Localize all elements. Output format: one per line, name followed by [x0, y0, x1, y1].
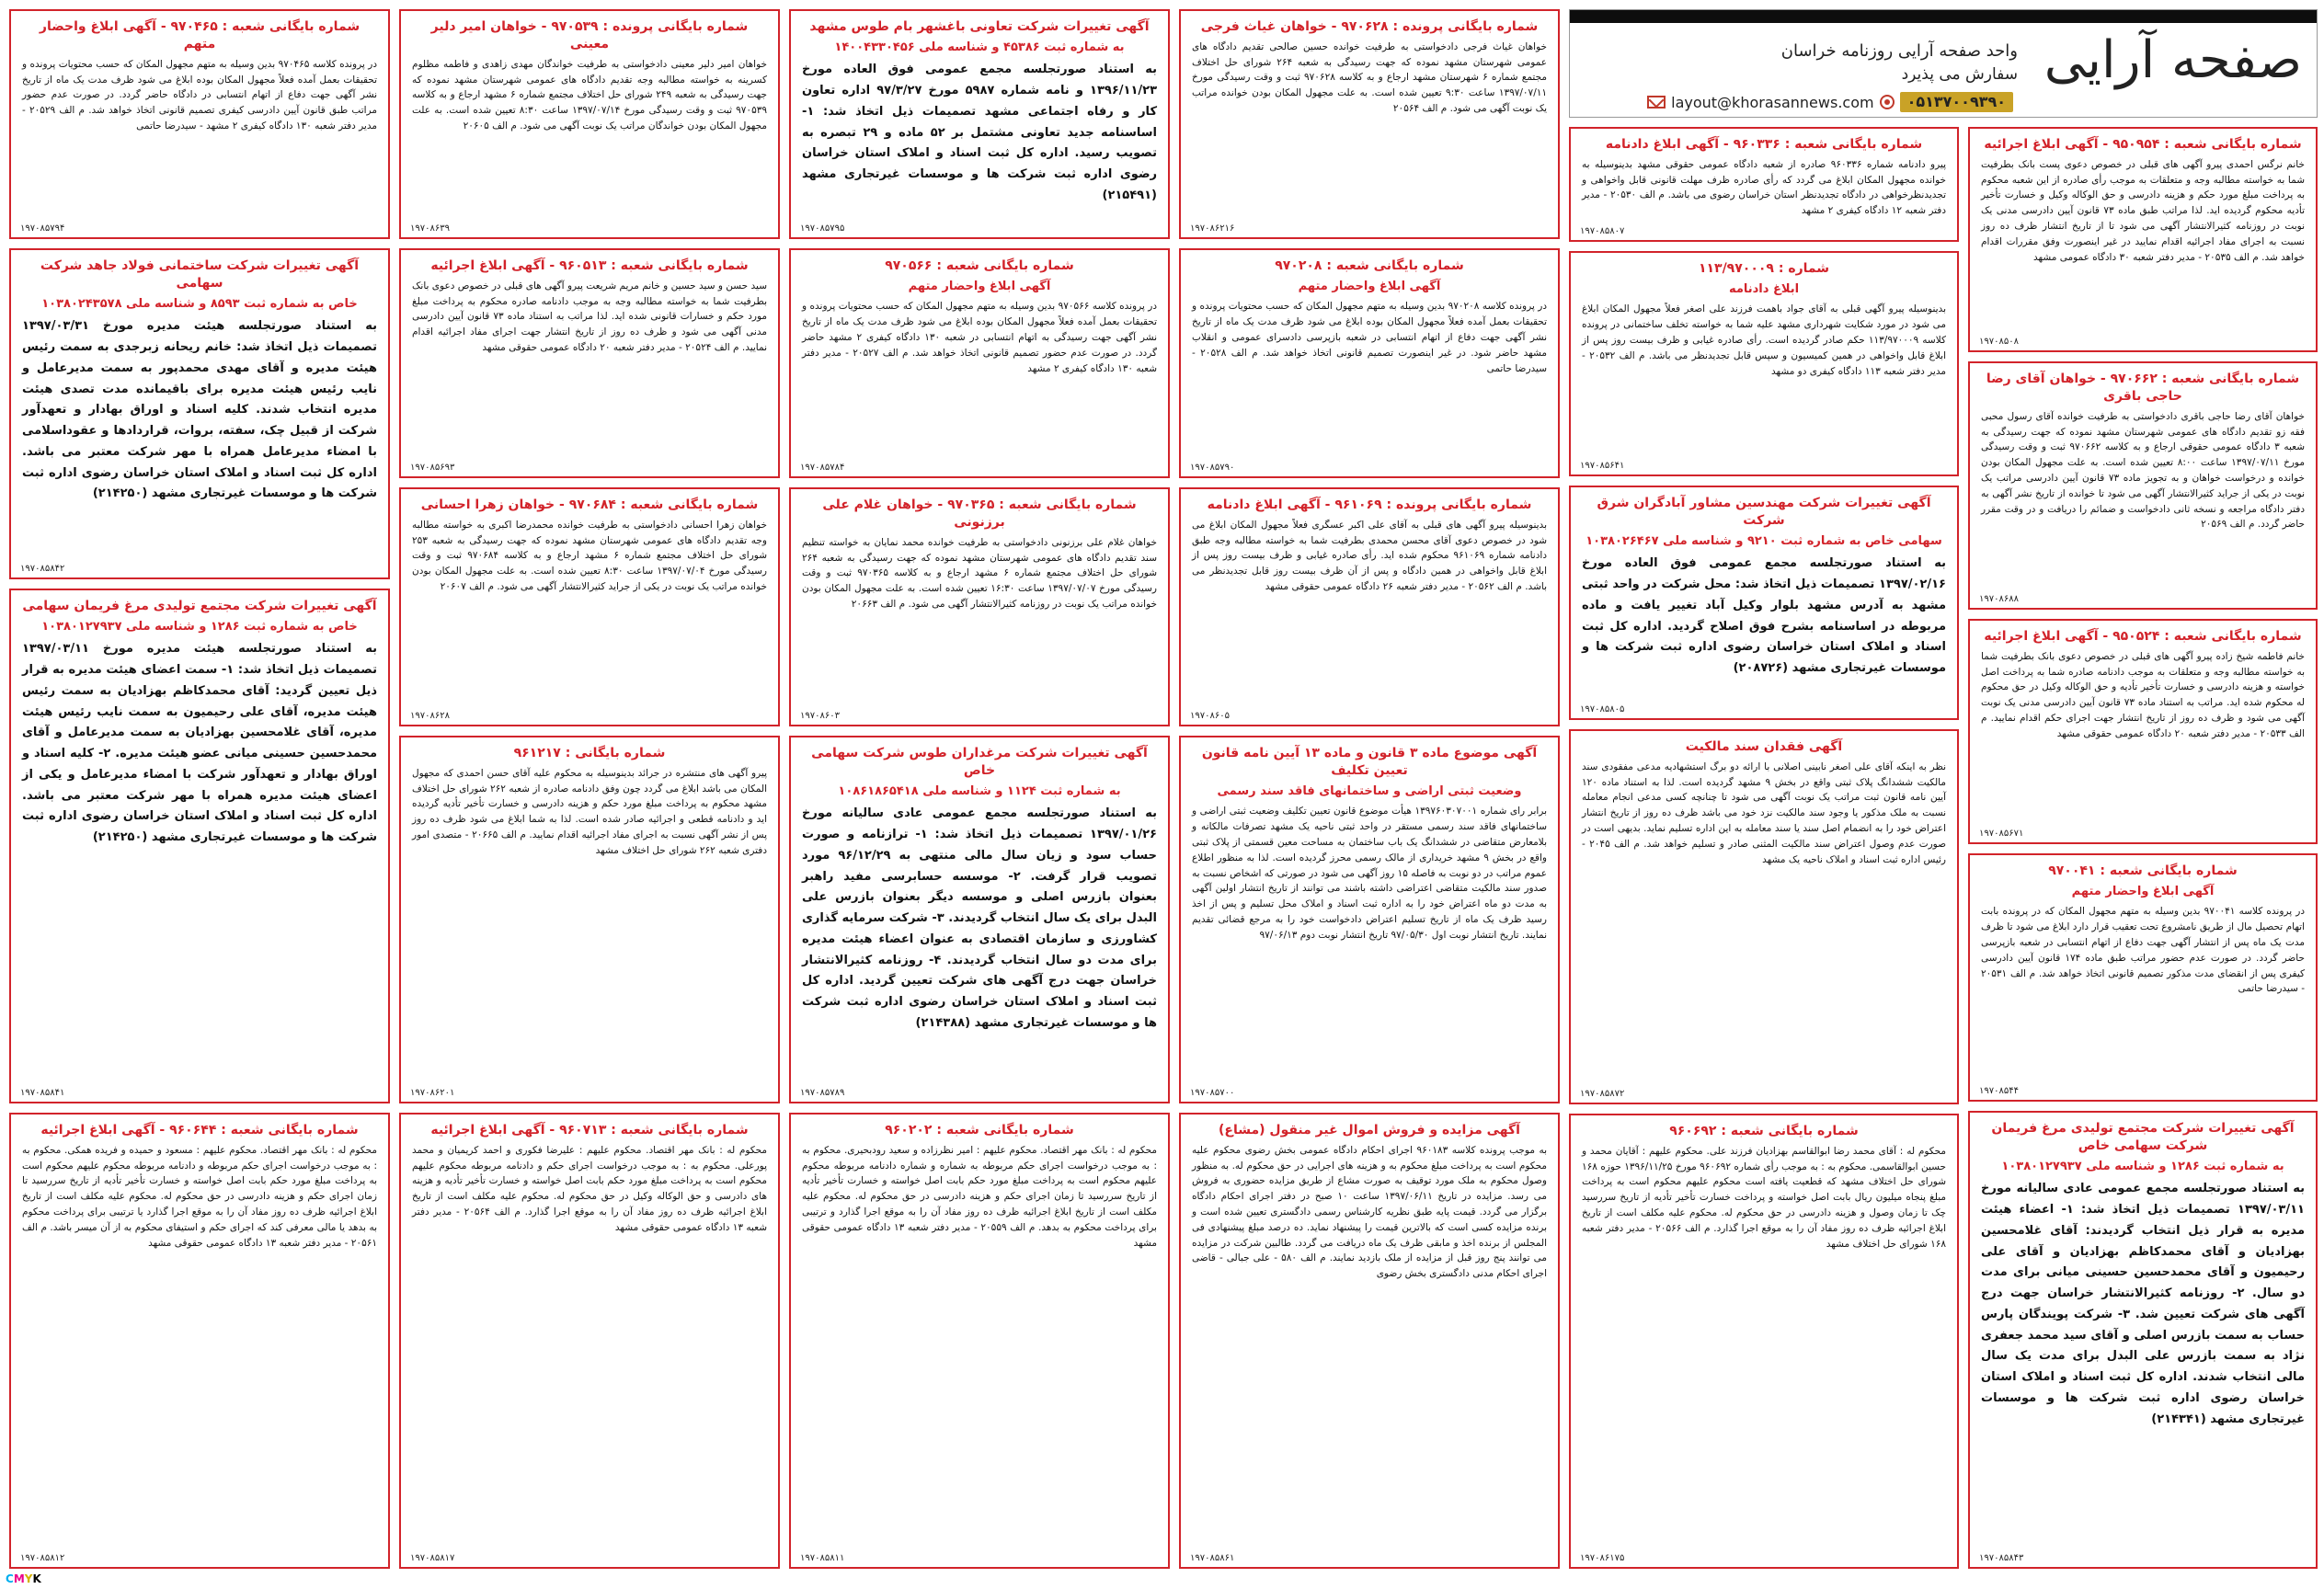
ad-heading: شماره بایگانی شعبه : ۹۷۰۲۰۸ [1275, 258, 1464, 273]
ad-code: ۱۹۷۰۸۵۸۴۲ [20, 564, 65, 574]
legal-notice-ad [9, 9, 390, 239]
ad-code: ۱۹۷۰۸۵۸۴۱ [20, 1088, 65, 1098]
ad-heading: شماره بایگانی پرونده : ۹۷۰۶۲۸ - خواهان غیاث فرجی [1200, 19, 1539, 34]
ad-body-text: محکوم له : بانک مهر اقتصاد. محکوم علیهم : مسعود و حمیده و فریده همکی. محکوم به : به موجب درخواست اجرای حکم مربوطه و دادنامه مربوطه محکوم علیهم محکوم است به پرداخت مبلغ مورد حکم بابت اصل خواسته و خسارت تأخیر تأدیه از تاریخ سررسید تا زمان اجرای حکم و هزینه دادرسی در حق محکوم له. محکوم علیه مکلف است از تاریخ ابلاغ اجرائیه ظرف ده روز مفاد آن را به موقع اجرا گذارد یا ترتیبی برای پرداخت محکوم به بدهد یا مالی معرفی کند که اجرای حکم و استیفای محکوم به از آن میسر باشد. م الف ۲۰۵۶۱ - مدیر دفتر شعبه ۱۳ دادگاه عمومی حقوقی مشهد [22, 1144, 377, 1249]
ad-heading: آگهی موضوع ماده ۳ قانون و ماده ۱۳ آیین نامه قانون تعیین تکلیف [1201, 746, 1538, 778]
ad-body-text: خواهان غلام علی برزنونی دادخواستی به طرفیت خوانده محمد نمایان به خواسته تنظیم سند تقدیم دادگاه های عمومی شهرستان مشهد نموده که جهت رسیدگی به شعبه ۲۶۴ شورای حل اختلاف مجتمع شماره ۶ مشهد ارجاع و به کلاسه ۹۷۰۳۶۵ ثبت و وقت رسیدگی مورخ ۱۳۹۷/۰۷/۰۷ ساعت ۱۶:۳۰ تعیین شده است. به علت مجهول المکان بودن خوانده مراتب یک نوبت در روزنامه کثیرالانتشار آگهی می شود. م الف ۲۰۶۶۳ [802, 536, 1158, 610]
ad-body-text: به استناد صورتجلسه هیئت مدیره مورخ ۱۳۹۷/۰۳/۱۱ تصمیمات ذیل اتخاذ شد: ۱- سمت اعضای هیئت مدیره به قرار ذیل تعیین گردید: آقای محمدکاظم بهزادیان به سمت رئیس هیئت مدیره، آقای علی رحیمیون به سمت نایب رئیس هیئت مدیره، آقای غلامحسین بهزادیان به سمت مدیرعامل و آقای محمدحسین حسینی میانی عضو هیئت مدیره. ۲- کلیه اسناد و اوراق بهادار و تعهدآور شرکت با امضاء مدیرعامل و یکی از اعضای هیئت مدیره همراه با مهر شرکت معتبر می باشد. اداره کل ثبت اسناد و املاک استان خراسان رضوی اداره ثبت شرکت ها و موسسات غیرتجاری مشهد (۲۱۴۲۵۰) [22, 642, 377, 845]
legal-notice-ad [399, 736, 780, 1103]
legal-notice-ad [1968, 127, 2318, 352]
ad-code: ۱۹۷۰۸۵۸۱۲ [20, 1553, 65, 1563]
ad-body-text: نظر به اینکه آقای علی اصغر نابینی اصلانی با ارائه دو برگ استشهادیه مدعی مفقودی سند مالکیت ششدانگ پلاک ثبتی واقع در بخش ۹ مشهد گردیده است. لذا به استناد ماده ۱۲۰ آیین نامه قانون ثبت مراتب یک نوبت آگهی می شود تا چنانچه کسی مدعی انجام معامله نسبت به ملک مذکور یا وجود سند مالکیت نزد خود می باشد ظرف ده روز از تاریخ انتشار اعتراض خود را به انضمام اصل سند یا سند معامله به این اداره تسلیم نماید. بدیهی است در صورت عدم وصول اعتراض سند مالکیت المثنی صادر و تسلیم خواهد شد. م الف ۲۰۴۵ - رئیس اداره ثبت اسناد و املاک ناحیه یک مشهد [1582, 760, 1947, 865]
legal-notice-ad [1569, 486, 1959, 720]
ad-subheading: سهامی خاص به شماره ثبت ۹۲۱۰ و شناسه ملی ۱۰۳۸۰۲۶۴۶۷ [1586, 533, 1942, 548]
ad-code: ۱۹۷۰۸۵۸۱۱ [800, 1553, 845, 1563]
ad-subheading: آگهی ابلاغ واحضار متهم [908, 279, 1051, 293]
legal-notice-ad [399, 1113, 780, 1569]
legal-notice-ad [789, 248, 1170, 478]
cmyk-registration-mark: CMYK [6, 1572, 41, 1585]
ad-body-text: پیرو آگهی های منتشره در جرائد بدینوسیله به محکوم علیه آقای حسن احمدی که مجهول المکان می باشد ابلاغ می گردد چون وفق دادنامه صادره از شعبه ۲۶۲ شورای حل اختلاف مشهد محکوم به پرداخت مبلغ مورد حکم و هزینه دادرسی و خسارت تأخیر تأدیه گردیده اید و دادنامه قطعی و اجرائیه صادر شده است. لذا به شما ابلاغ می شود ظرف ده روز پس از نشر آگهی نسبت به اجرای مفاد اجرائیه اقدام نمایید. م الف ۲۰۶۶۵ - متصدی امور دفتری شعبه ۲۶۲ شورای حل اختلاف مشهد [412, 767, 767, 856]
legal-notice-ad [1179, 736, 1560, 1103]
phone-icon [1880, 95, 1895, 109]
ad-code: ۱۹۷۰۸۵۷۸۴ [800, 463, 845, 473]
ad-heading: شماره بایگانی شعبه : ۹۷۰۵۶۶ [885, 258, 1074, 273]
ad-subheading: خاص به شماره ثبت ۱۲۸۶ و شناسه ملی ۱۰۳۸۰۱۲۷۹۳۷ [41, 619, 358, 634]
ad-body-text: خواهان زهرا احسانی دادخواستی به طرفیت خوانده محمدرضا اکبری به خواسته مطالبه وجه تقدیم دادگاه های عمومی شهرستان مشهد نموده که جهت رسیدگی به شعبه ۲۵۳ شورای حل اختلاف مجتمع شماره ۶ مشهد ارجاع و به کلاسه ۹۷۰۶۸۴ ثبت و وقت رسیدگی مورخ ۱۳۹۷/۰۷/۰۴ ساعت ۸:۳۰ تعیین شده است. به علت مجهول المکان بودن خوانده مراتب یک نوبت در یکی از جراید کثیرالانتشار آگهی می شود. م الف ۲۰۶۰۷ [412, 519, 768, 593]
legal-notice-ad [1179, 1113, 1560, 1569]
ad-code: ۱۹۷۰۸۵۷۹۵ [800, 223, 845, 234]
ad-body-text: به موجب پرونده کلاسه ۹۶۰۱۸۳ اجرای احکام دادگاه عمومی بخش رضوی محکوم علیه محکوم است به پرداخت مبلغ محکوم به و هزینه های اجرایی در حق محکوم له. به منظور وصول محکوم به ملک مورد توقیف به صورت مشاع از طریق مزایده حضوری به فروش می رسد. مزایده در تاریخ ۱۳۹۷/۰۶/۱۱ ساعت ۱۰ صبح در دفتر اجرای احکام دادگاه برگزار می گردد. قیمت پایه طبق نظریه کارشناس رسمی دادگستری تعیین شده است و برنده مزایده کسی است که بالاترین قیمت را پیشنهاد نماید. ده درصد مبلغ پیشنهادی فی المجلس از برنده اخذ و مابقی ظرف یک ماه دریافت می گردد. طالبین شرکت در مزایده می توانند پنج روز قبل از مزایده از ملک بازدید نمایند. م الف ۵۸۰ - علی جبالی - قاضی اجرای احکام مدنی دادگستری بخش رضوی [1192, 1144, 1547, 1280]
ad-heading: شماره بایگانی شعبه : ۹۷۰۶۸۴ - خواهان زهرا احسانی [420, 497, 759, 512]
legal-notice-ad [1968, 361, 2318, 610]
legal-notice-ad [1968, 853, 2318, 1102]
legal-notice-ad [789, 9, 1170, 239]
ad-body-text: محکوم له : آقای محمد رضا ابوالقاسم بهزادیان فرزند علی. محکوم علیهم : آقایان محمد و حسین ابوالقاسمی. محکوم به : به موجب رأی شماره ۹۶۰۶۹۲ مورخ ۱۳۹۶/۱۱/۲۵ حوزه ۱۶۸ شورای حل اختلاف مشهد که قطعیت یافته است محکوم علیهم محکوم است به پرداخت مبلغ پنجاه میلیون ریال بابت اصل خواسته و پرداخت خسارت تأخیر تأدیه از تاریخ سررسید چک تا زمان وصول و هزینه دادرسی در حق محکوم له. محکوم علیه مکلف است از تاریخ ابلاغ اجرائیه ظرف ده روز مفاد آن را به موقع اجرا گذارد. م الف ۲۰۵۶۶ - مدیر دفتر شعبه ۱۶۸ شورای حل اختلاف مشهد [1582, 1145, 1946, 1250]
legal-notice-ad [1569, 251, 1959, 476]
legal-notice-ad [1968, 1111, 2318, 1569]
ad-body-text: خواهان آقای رضا حاجی باقری دادخواستی به طرفیت خوانده آقای رسول محبی فقه زو تقدیم دادگاه های عمومی شهرستان مشهد نموده که جهت رسیدگی به شعبه ۳ دادگاه عمومی حقوقی ارجاع و به کلاسه ۹۷۰۶۶۲ ثبت و وقت رسیدگی مورخ ۱۳۹۷/۰۷/۱۱ ساعت ۸:۰۰ تعیین شده است. به علت مجهول المکان بودن خوانده و درخواست خواهان و به تجویز ماده ۷۳ قانون آیین دادرسی مراتب یک نوبت در یکی از جراید کثیرالانتشار آگهی می شود تا خوانده از تاریخ نشر آگهی به دفتر دادگاه مراجعه و نسخه ثانی دادخواست و ضمائم را دریافت و در وقت مقرر حاضر گردد. م الف ۲۰۵۶۹ [1981, 410, 2306, 531]
ad-heading: شماره بایگانی شعبه : ۹۶۰۳۳۶ - آگهی ابلاغ دادنامه [1605, 137, 1923, 152]
layout-service-banner [1569, 9, 2318, 118]
ad-code: ۱۹۷۰۸۵۶۴۱ [1580, 461, 1625, 471]
ad-heading: آگهی تغییرات شرکت ساختمانی فولاد جاهد شرکت سهامی [40, 258, 360, 291]
legal-notice-ad [1569, 729, 1959, 1104]
ad-heading: شماره بایگانی شعبه : ۹۶۰۲۰۲ [885, 1123, 1074, 1137]
ad-code: ۱۹۷۰۸۶۰۳ [800, 711, 840, 721]
ad-heading: آگهی تغییرات شرکت تعاونی باغشهر بام طوس مشهد [809, 19, 1150, 34]
ad-heading: شماره بایگانی شعبه : ۹۷۰۴۶۵ - آگهی ابلاغ واحضار متهم [39, 19, 361, 51]
mail-icon [1647, 96, 1666, 109]
banner-phone[interactable]: ۰۵۱۳۷۰۰۹۳۹۰ [1900, 92, 2013, 112]
ad-heading: آگهی تغییرات شرکت مجتمع تولیدی مرغ فریمان سهامی [22, 599, 377, 613]
ad-heading: شماره بایگانی شعبه : ۹۷۰۶۶۲ - خواهان آقای رضا حاجی باقری [1986, 372, 2300, 404]
ad-code: ۱۹۷۰۸۶۰۵ [1190, 711, 1230, 721]
ad-body-text: بدینوسیله پیرو آگهی قبلی به آقای جواد باهمت فرزند علی اصغر فعلاً مجهول المکان ابلاغ می شود در مورد شکایت شهرداری مشهد علیه شما به خواسته تخلف ساختمانی در پرونده کلاسه ۱۱۳/۹۷۰۰۰۹ حکم صادر گردیده است. رأی صادره غیابی و ظرف بیست روز پس از ابلاغ قابل واخواهی در همین کمیسیون و سپس قابل تجدیدنظر می باشد. م الف ۲۰۵۳۲ - مدیر دفتر شعبه ۱۱۳ دادگاه کیفری دو مشهد [1582, 303, 1946, 377]
ad-body-text: به استناد صورتجلسه مجمع عمومی فوق العاده مورخ ۱۳۹۷/۰۲/۱۶ تصمیمات ذیل اتخاذ شد: محل شرکت در واحد ثبتی مشهد به آدرس مشهد بلوار وکیل آباد تغییر یافت و ماده مربوطه در اساسنامه بشرح فوق اصلاح گردید. اداره کل ثبت اسناد و املاک استان خراسان رضوی اداره ثبت شرکت ها و موسسات غیرتجاری مشهد (۲۰۸۷۲۶) [1582, 556, 1946, 676]
ad-heading: شماره بایگانی شعبه : ۹۶۰۶۴۴ - آگهی ابلاغ اجرائیه [40, 1123, 359, 1137]
ad-code: ۱۹۷۰۸۵۷۰۰ [1190, 1088, 1235, 1098]
ad-heading: شماره : ۱۱۳/۹۷۰۰۰۹ [1698, 261, 1830, 276]
legal-notice-ad [1179, 487, 1560, 726]
legal-notice-ad [1569, 127, 1959, 242]
ad-body-text: به استناد صورتجلسه مجمع عمومی عادی سالیانه مورخ ۱۳۹۷/۰۱/۲۶ تصمیمات ذیل اتخاذ شد: ۱- ترازنامه و صورت حساب سود و زیان سال مالی منتهی به ۹۶/۱۲/۲۹ مورد تصویب قرار گرفت. ۲- موسسه حسابرسی مفید راهبر بعنوان بازرس اصلی و موسسه دیگر بعنوان بازرس علی البدل برای یک سال انتخاب گردیدند. ۳- شرکت سرمایه گذاری کشاورزی و سازمان اقتصادی به عنوان اعضاء هیئت مدیره برای مدت دو سال انتخاب گردیدند. ۴- روزنامه کثیرالانتشار خراسان جهت درج آگهی های شرکت تعیین گردید. اداره کل ثبت اسناد و املاک استان خراسان رضوی اداره ثبت شرکت ها و موسسات غیرتجاری مشهد (۲۱۴۳۸۸) [802, 806, 1158, 1030]
ad-code: ۱۹۷۰۸۶۱۷۵ [1580, 1553, 1625, 1563]
ad-heading: آگهی فقدان سند مالکیت [1685, 739, 1843, 754]
ad-body-text: به استناد صورتجلسه مجمع عمومی فوق العاده مورخ ۱۳۹۶/۱۱/۲۳ و نامه شماره ۵۹۸۷ مورخ ۹۷/۳/۲۷ اداره تعاون کار و رفاه اجتماعی مشهد تصمیمات ذیل اتخاذ شد: ۱- اساسنامه جدید تعاونی مشتمل بر ۵۲ ماده و ۲۹ تبصره به تصویب رسید. اداره کل ثبت اسناد و املاک استان خراسان رضوی اداره ثبت شرکت ها و موسسات غیرتجاری مشهد (۲۱۵۴۹۱) [802, 63, 1158, 202]
ad-subheading: ابلاغ دادنامه [1728, 281, 1800, 296]
ad-body-text: پیرو دادنامه شماره ۹۶۰۳۳۶ صادره از شعبه دادگاه عمومی حقوقی مشهد بدینوسیله به خوانده مجهول المکان ابلاغ می گردد که رأی صادره ظرف مهلت قانونی قابل واخواهی و تجدیدنظرخواهی در دادگاه تجدیدنظر استان خراسان رضوی می باشد. م الف ۲۰۵۳۰ - مدیر دفتر شعبه ۱۲ دادگاه کیفری ۲ مشهد [1582, 158, 1946, 217]
ad-heading: شماره بایگانی شعبه : ۹۶۰۵۱۳ - آگهی ابلاغ اجرائیه [430, 258, 749, 273]
ad-subheading: آگهی ابلاغ واحضار متهم [1298, 279, 1441, 293]
ad-code: ۱۹۷۰۸۵۴۴ [1979, 1086, 2019, 1096]
legal-notice-ad [789, 487, 1170, 726]
banner-top-bar [1570, 10, 2317, 23]
ad-code: ۱۹۷۰۸۵۷۸۹ [800, 1088, 845, 1098]
legal-notice-ad [1569, 1114, 1959, 1569]
banner-line-1: واحد صفحه آرایی روزنامه خراسان [1780, 41, 2018, 61]
legal-notice-ad [789, 1113, 1170, 1569]
legal-notice-ad [1179, 9, 1560, 239]
ad-code: ۱۹۷۰۸۵۸۰۷ [1580, 226, 1625, 236]
ad-subheading: وضعیت ثبتی اراضی و ساختمانهای فاقد سند رسمی [1217, 783, 1522, 798]
ad-body-text: در پرونده کلاسه ۹۷۰۰۴۱ بدین وسیله به متهم مجهول المکان که در پرونده بابت اتهام تحصیل مال از طریق نامشروع تحت تعقیب قرار دارد ابلاغ می شود تا ظرف مدت یک ماه پس از انتشار آگهی جهت دفاع از اتهام انتسابی در شعبه بازپرسی حاضر گردد. در صورت عدم حضور مراتب طبق ماده ۱۷۴ قانون آیین دادرسی کیفری پس از انقضای مدت مذکور تصمیم قانونی اتخاذ خواهد شد. م الف ۲۰۵۳۱ - سیدرضا حاتمی [1981, 906, 2306, 995]
ad-subheading: آگهی ابلاغ واحضار متهم [2071, 884, 2215, 898]
ad-body-text: محکوم له : بانک مهر اقتصاد. محکوم علیهم : امیر نظرزاده و سعید رودبحیری. محکوم به : به موجب درخواست اجرای حکم مربوطه به شماره و شماره دادنامه مربوطه محکوم علیهم محکوم است به پرداخت مبلغ مورد حکم بابت اصل خواسته و خسارت تأخیر تأدیه از تاریخ سررسید تا زمان اجرای حکم و هزینه دادرسی در حق محکوم له. محکوم علیه مکلف است از تاریخ ابلاغ اجرائیه ظرف ده روز مفاد آن را به موقع اجرا گذارد و ترتیبی برای پرداخت محکوم به بدهد. م الف ۲۰۵۵۹ - مدیر دفتر شعبه ۱۳ دادگاه عمومی حقوقی مشهد [802, 1144, 1157, 1249]
ad-code: ۱۹۷۰۸۶۸۸ [1979, 594, 2019, 604]
ad-heading: آگهی تغییرات شرکت مرغداران طوس شرکت سهامی خاص [811, 746, 1148, 778]
ad-heading: شماره بایگانی شعبه : ۹۵۰۵۲۴ - آگهی ابلاغ اجرائیه [1984, 629, 2302, 644]
ad-body-text: برابر رای شماره ۱۳۹۷۶۰۳۰۷۰۰۱ هیأت موضوع قانون تعیین تکلیف وضعیت ثبتی اراضی و ساختمانهای فاقد سند رسمی مستقر در واحد ثبتی ناحیه یک مشهد تصرفات مالکانه و بلامعارض متقاضی در ششدانگ یک باب ساختمان به مساحت معین قسمتی از پلاک ثبتی واقع در بخش ۹ مشهد خریداری از مالک رسمی محرز گردیده است. لذا به منظور اطلاع عموم مراتب در دو نوبت به فاصله ۱۵ روز آگهی می شود در صورتی که اشخاص نسبت به صدور سند مالکیت متقاضی اعتراضی داشته باشند می توانند از تاریخ انتشار اولین آگهی به مدت دو ماه اعتراض خود را به اداره ثبت اسناد و املاک محل تسلیم و پس از اخذ رسید ظرف یک ماه از تاریخ تسلیم اعتراض دادخواست خود را به مرجع قضائی تقدیم نمایند. تاریخ انتشار نوبت اول ۹۷/۰۵/۳۰ تاریخ انتشار نوبت دوم ۹۷/۰۶/۱۳ [1192, 806, 1547, 941]
ad-heading: شماره بایگانی شعبه : ۹۶۰۶۹۲ [1669, 1124, 1859, 1138]
ad-subheading: خاص به شماره ثبت ۸۵۹۳ و شناسه ملی ۱۰۳۸۰۲۴۳۵۷۸ [41, 296, 358, 311]
legal-notice-ad [399, 248, 780, 478]
ad-heading: شماره بایگانی پرونده : ۹۷۰۵۳۹ - خواهان امیر دلیر معینی [430, 19, 749, 51]
ad-body-text: سید حسن و سید حسین و خانم مریم شریعت پیرو آگهی های قبلی در خصوص دعوی بانک بطرفیت شما به خواسته مطالبه وجه به موجب دادنامه صادره محکوم به پرداخت مبلغ مورد حکم و خسارات قانونی شده اید. لذا مراتب به استناد ماده ۷۳ قانون آیین دادرسی مدنی آگهی می شود و ظرف ده روز از تاریخ انتشار جهت اجرای مفاد اجرائیه اقدام نمایید. م الف ۲۰۵۲۴ - مدیر دفتر شعبه ۲۰ دادگاه عمومی حقوقی مشهد [412, 280, 767, 354]
ad-code: ۱۹۷۰۸۶۲۸ [410, 711, 450, 721]
ad-heading: آگهی تغییرات شرکت مهندسین مشاور آبادگران شرق شرکت [1597, 496, 1931, 528]
ad-body-text: در پرونده کلاسه ۹۷۰۴۶۵ بدین وسیله به متهم مجهول المکان که حسب محتویات پرونده و تحقیقات بعمل آمده فعلاً مجهول المکان بوده ابلاغ می شود ظرف مدت یک ماه از تاریخ نشر آگهی جهت دفاع از اتهام انتسابی در دادگاه حاضر گردد. در صورت عدم حضور مراتب طبق قانون آیین دادرسی کیفری تصمیم قانونی اتخاذ خواهد شد. م الف ۲۰۵۲۹ - مدیر دفتر شعبه ۱۳۰ دادگاه کیفری ۲ مشهد - سیدرضا حاتمی [22, 58, 377, 131]
banner-line-2: سفارش می پذیرد [1901, 65, 2018, 84]
ad-code: ۱۹۷۰۸۵۸۱۷ [410, 1553, 455, 1563]
legal-notice-ad [9, 1113, 390, 1569]
ad-code: ۱۹۷۰۸۵۸۷۲ [1580, 1089, 1625, 1099]
ad-heading: شماره بایگانی پرونده : ۹۶۱۰۶۹ - آگهی ابلاغ دادنامه [1207, 497, 1532, 512]
ad-code: ۱۹۷۰۸۵۸۴۳ [1979, 1553, 2024, 1563]
ad-heading: شماره بایگانی شعبه : ۹۷۰۰۴۱ [2048, 863, 2238, 878]
ad-body-text: به استناد صورتجلسه مجمع عمومی عادی سالیانه مورخ ۱۳۹۷/۰۳/۱۱ تصمیمات ذیل اتخاذ شد: ۱- اعضاء هیئت مدیره به قرار ذیل انتخاب گردیدند: آقای غلامحسین بهزادیان و آقای محمدکاظم بهزادیان و آقای علی رحیمیون و آقای محمدحسین حسینی میانی برای مدت دو سال. ۲- روزنامه کثیرالانتشار خراسان جهت درج آگهی های شرکت تعیین شد. ۳- شرکت پویندگان پارس حساب به سمت بازرس اصلی و آقای سید محمد جعفری نژاد به سمت بازرس علی البدل برای مدت یک سال مالی انتخاب شدند. اداره کل ثبت اسناد و املاک استان خراسان رضوی اداره ثبت شرکت ها و موسسات غیرتجاری مشهد (۲۱۴۳۴۱) [1981, 1182, 2306, 1426]
ad-subheading: به شماره ثبت ۱۱۲۴ و شناسه ملی ۱۰۸۶۱۸۶۵۴۱۸ [838, 783, 1121, 798]
legal-notice-ad [399, 9, 780, 239]
ad-code: ۱۹۷۰۸۵۸۶۱ [1190, 1553, 1235, 1563]
ad-body-text: در پرونده کلاسه ۹۷۰۲۰۸ بدین وسیله به متهم مجهول المکان که حسب محتویات پرونده و تحقیقات بعمل آمده فعلاً مجهول المکان بوده ابلاغ می شود ظرف مدت یک ماه از تاریخ نشر آگهی جهت دفاع از اتهام انتسابی در شعبه بازپرسی دادسرای عمومی و انقلاب مشهد حاضر شود. در غیر اینصورت تصمیم قانونی اتخاذ خواهد شد. م الف ۲۰۵۲۸ - سیدرضا حاتمی [1192, 301, 1547, 374]
ad-heading: آگهی تغییرات شرکت مجتمع تولیدی مرغ فریمان شرکت سهامی خاص [1991, 1121, 2295, 1153]
ad-subheading: به شماره ثبت ۴۵۳۸۶ و شناسه ملی ۱۴۰۰۴۳۳۰۴۵۶ [834, 40, 1125, 54]
legal-notice-ad [1179, 248, 1560, 478]
ad-code: ۱۹۷۰۸۶۳۹ [410, 223, 450, 234]
ad-heading: شماره بایگانی شعبه : ۹۶۰۷۱۳ - آگهی ابلاغ اجرائیه [430, 1123, 749, 1137]
legal-notice-ad [789, 736, 1170, 1103]
banner-email[interactable]: layout@khorasannews.com [1671, 93, 1874, 111]
legal-notice-ad [9, 248, 390, 579]
ad-body-text: خانم نرگس احمدی پیرو آگهی های قبلی در خصوص دعوی پست بانک بطرفیت شما به خواسته مطالبه وجه و متعلقات به موجب رأی صادره از این شعبه محکوم به پرداخت مبلغ مورد حکم و هزینه دادرسی و حق الوکاله وکیل و خسارت تأخیر تأدیه محکوم گردیده اید. لذا مراتب طبق ماده ۷۳ قانون آیین دادرسی مدنی یک نوبت در روزنامه کثیرالانتشار آگهی می شود تا از تاریخ انتشار ظرف ده روز نسبت به اجرای مفاد اجرائیه اقدام نمایید در غیر اینصورت وفق مقررات اقدام خواهد شد. م الف ۲۰۵۳۵ - مدیر دفتر شعبه ۳۰ دادگاه عمومی مشهد [1981, 158, 2306, 263]
ad-heading: شماره بایگانی : ۹۶۱۲۱۷ [513, 746, 666, 760]
banner-contact [1647, 91, 2013, 113]
ad-heading: شماره بایگانی شعبه : ۹۵۰۹۵۴ - آگهی ابلاغ اجرائیه [1984, 137, 2302, 152]
ad-code: ۱۹۷۰۸۵۰۸ [1979, 337, 2019, 347]
ad-code: ۱۹۷۰۸۵۸۰۵ [1580, 704, 1625, 714]
ad-code: ۱۹۷۰۸۶۲۱۶ [1190, 223, 1235, 234]
ad-subheading: به شماره ثبت ۱۲۸۶ و شناسه ملی ۱۰۳۸۰۱۲۷۹۳۷ [2001, 1159, 2284, 1173]
ad-heading: شماره بایگانی شعبه : ۹۷۰۳۶۵ - خواهان غلام علی برزنونی [822, 497, 1137, 530]
legal-notice-ad [9, 589, 390, 1103]
ad-body-text: به استناد صورتجلسه هیئت مدیره مورخ ۱۳۹۷/۰۳/۳۱ تصمیمات ذیل اتخاذ شد: خانم ریحانه زبرجدی به سمت رئیس هیئت مدیره و آقای مهدی محمدپور به سمت مدیرعامل و نایب رئیس هیئت مدیره برای باقیمانده مدت تصدی هیئت مدیره انتخاب شدند. کلیه اسناد و اوراق بهادار و تعهدآور شرکت از قبیل چک، سفته، بروات، قراردادها و عقوداسلامی با امضاء مدیرعامل همراه با مهر شرکت معتبر می باشد. اداره کل ثبت اسناد و املاک استان خراسان رضوی اداره ثبت شرکت ها و موسسات غیرتجاری مشهد (۲۱۴۲۵۰) [22, 319, 377, 501]
ad-code: ۱۹۷۰۸۵۶۹۳ [410, 463, 455, 473]
banner-title: صفحه آرایی [2044, 30, 2302, 90]
ad-code: ۱۹۷۰۸۵۶۷۱ [1979, 829, 2024, 839]
ad-body-text: بدینوسیله پیرو آگهی های قبلی به آقای علی اکبر عسگری فعلاً مجهول المکان ابلاغ می شود در خصوص دعوی آقای محسن محمدی بطرفیت شما به خواسته مطالبه وجه طبق دادنامه شماره ۹۶۱۰۶۹ محکوم شده اید. رأی صادره غیابی و ظرف بیست روز پس از ابلاغ قابل واخواهی در همین دادگاه و پس از آن ظرف بیست روز قابل تجدیدنظر می باشد. م الف ۲۰۵۶۲ - مدیر دفتر شعبه ۲۶ دادگاه عمومی حقوقی مشهد [1192, 519, 1547, 593]
legal-notice-ad [1968, 619, 2318, 844]
ad-body-text: خواهان غیاث فرجی دادخواستی به طرفیت خوانده حسین صالحی تقدیم دادگاه های عمومی شهرستان مشهد نموده که جهت رسیدگی به شعبه ۲۶۴ شورای حل اختلاف مجتمع شماره ۶ شهرستان مشهد ارجاع و به کلاسه ۹۷۰۶۲۸ ثبت و وقت رسیدگی مورخ ۱۳۹۷/۰۷/۱۱ ساعت ۹:۳۰ تعیین شده است. به علت مجهول المکان بودن خوانده مراتب یک نوبت آگهی می شود. م الف ۲۰۵۶۴ [1192, 40, 1548, 115]
ad-body-text: محکوم له : بانک مهر اقتصاد. محکوم علیهم : علیرضا فکوری و احمد کریمیان و محمد پورعلی. محکوم به : به موجب درخواست اجرای حکم و دادنامه مربوطه محکوم علیهم محکوم است به پرداخت مبلغ مورد حکم بابت اصل خواسته و خسارت تأخیر تأدیه و هزینه های دادرسی و حق الوکاله وکیل در حق محکوم له. محکوم علیه مکلف است از تاریخ ابلاغ اجرائیه ظرف ده روز مفاد آن را به موقع اجرا گذارد. م الف ۲۰۵۶۴ - مدیر دفتر شعبه ۱۳ دادگاه عمومی حقوقی مشهد [412, 1144, 767, 1233]
ad-body-text: در پرونده کلاسه ۹۷۰۵۶۶ بدین وسیله به متهم مجهول المکان که حسب محتویات پرونده و تحقیقات بعمل آمده فعلاً مجهول المکان بوده ابلاغ می شود ظرف مدت یک ماه از تاریخ نشر آگهی جهت رسیدگی به اتهام انتسابی در شعبه ۱۳۰ دادگاه کیفری ۲ مشهد حاضر گردد. در صورت عدم حضور تصمیم قانونی اتخاذ خواهد شد. م الف ۲۰۵۲۷ - مدیر دفتر شعبه ۱۳۰ دادگاه کیفری ۲ مشهد [802, 301, 1158, 374]
ad-body-text: خانم فاطمه شیخ زاده پیرو آگهی های قبلی در خصوص دعوی بانک بطرفیت شما به خواسته مطالبه وجه و متعلقات به موجب دادنامه صادره شما به پرداخت اصل خواسته و هزینه دادرسی و خسارت تأخیر تأدیه و حق الوکاله وکیل در حق محکوم له محکوم شده اید. مراتب به استناد ماده ۷۳ قانون آیین دادرسی مدنی یک نوبت آگهی می شود و ظرف ده روز از تاریخ انتشار جهت اجرای حکم اقدام نمایید. م الف ۲۰۵۳۳ - مدیر دفتر شعبه ۲۰ دادگاه عمومی حقوقی مشهد [1981, 650, 2305, 739]
ad-code: ۱۹۷۰۸۵۷۹۴ [20, 223, 65, 234]
ad-code: ۱۹۷۰۸۶۲۰۱ [410, 1088, 455, 1098]
legal-notice-ad [399, 487, 780, 726]
ad-code: ۱۹۷۰۸۵۷۹۰ [1190, 463, 1235, 473]
ad-heading: آگهی مزایده و فروش اموال غیر منقول (مشاع) [1219, 1123, 1520, 1137]
ad-body-text: خواهان امیر دلیر معینی دادخواستی به طرفیت خواندگان مهدی زاهدی و فاطمه مظلوم کسرینه به خواسته مطالبه وجه تقدیم دادگاه های عمومی شهرستان مشهد نموده که جهت رسیدگی به شعبه ۲۴۹ شورای حل اختلاف مجتمع شماره ۶ مشهد ارجاع و به کلاسه ۹۷۰۵۳۹ ثبت و وقت رسیدگی مورخ ۱۳۹۷/۰۷/۱۴ ساعت ۸:۳۰ تعیین شده است. به علت مجهول المکان بودن خواندگان مراتب یک نوبت آگهی می شود. م الف ۲۰۶۰۵ [412, 58, 767, 131]
